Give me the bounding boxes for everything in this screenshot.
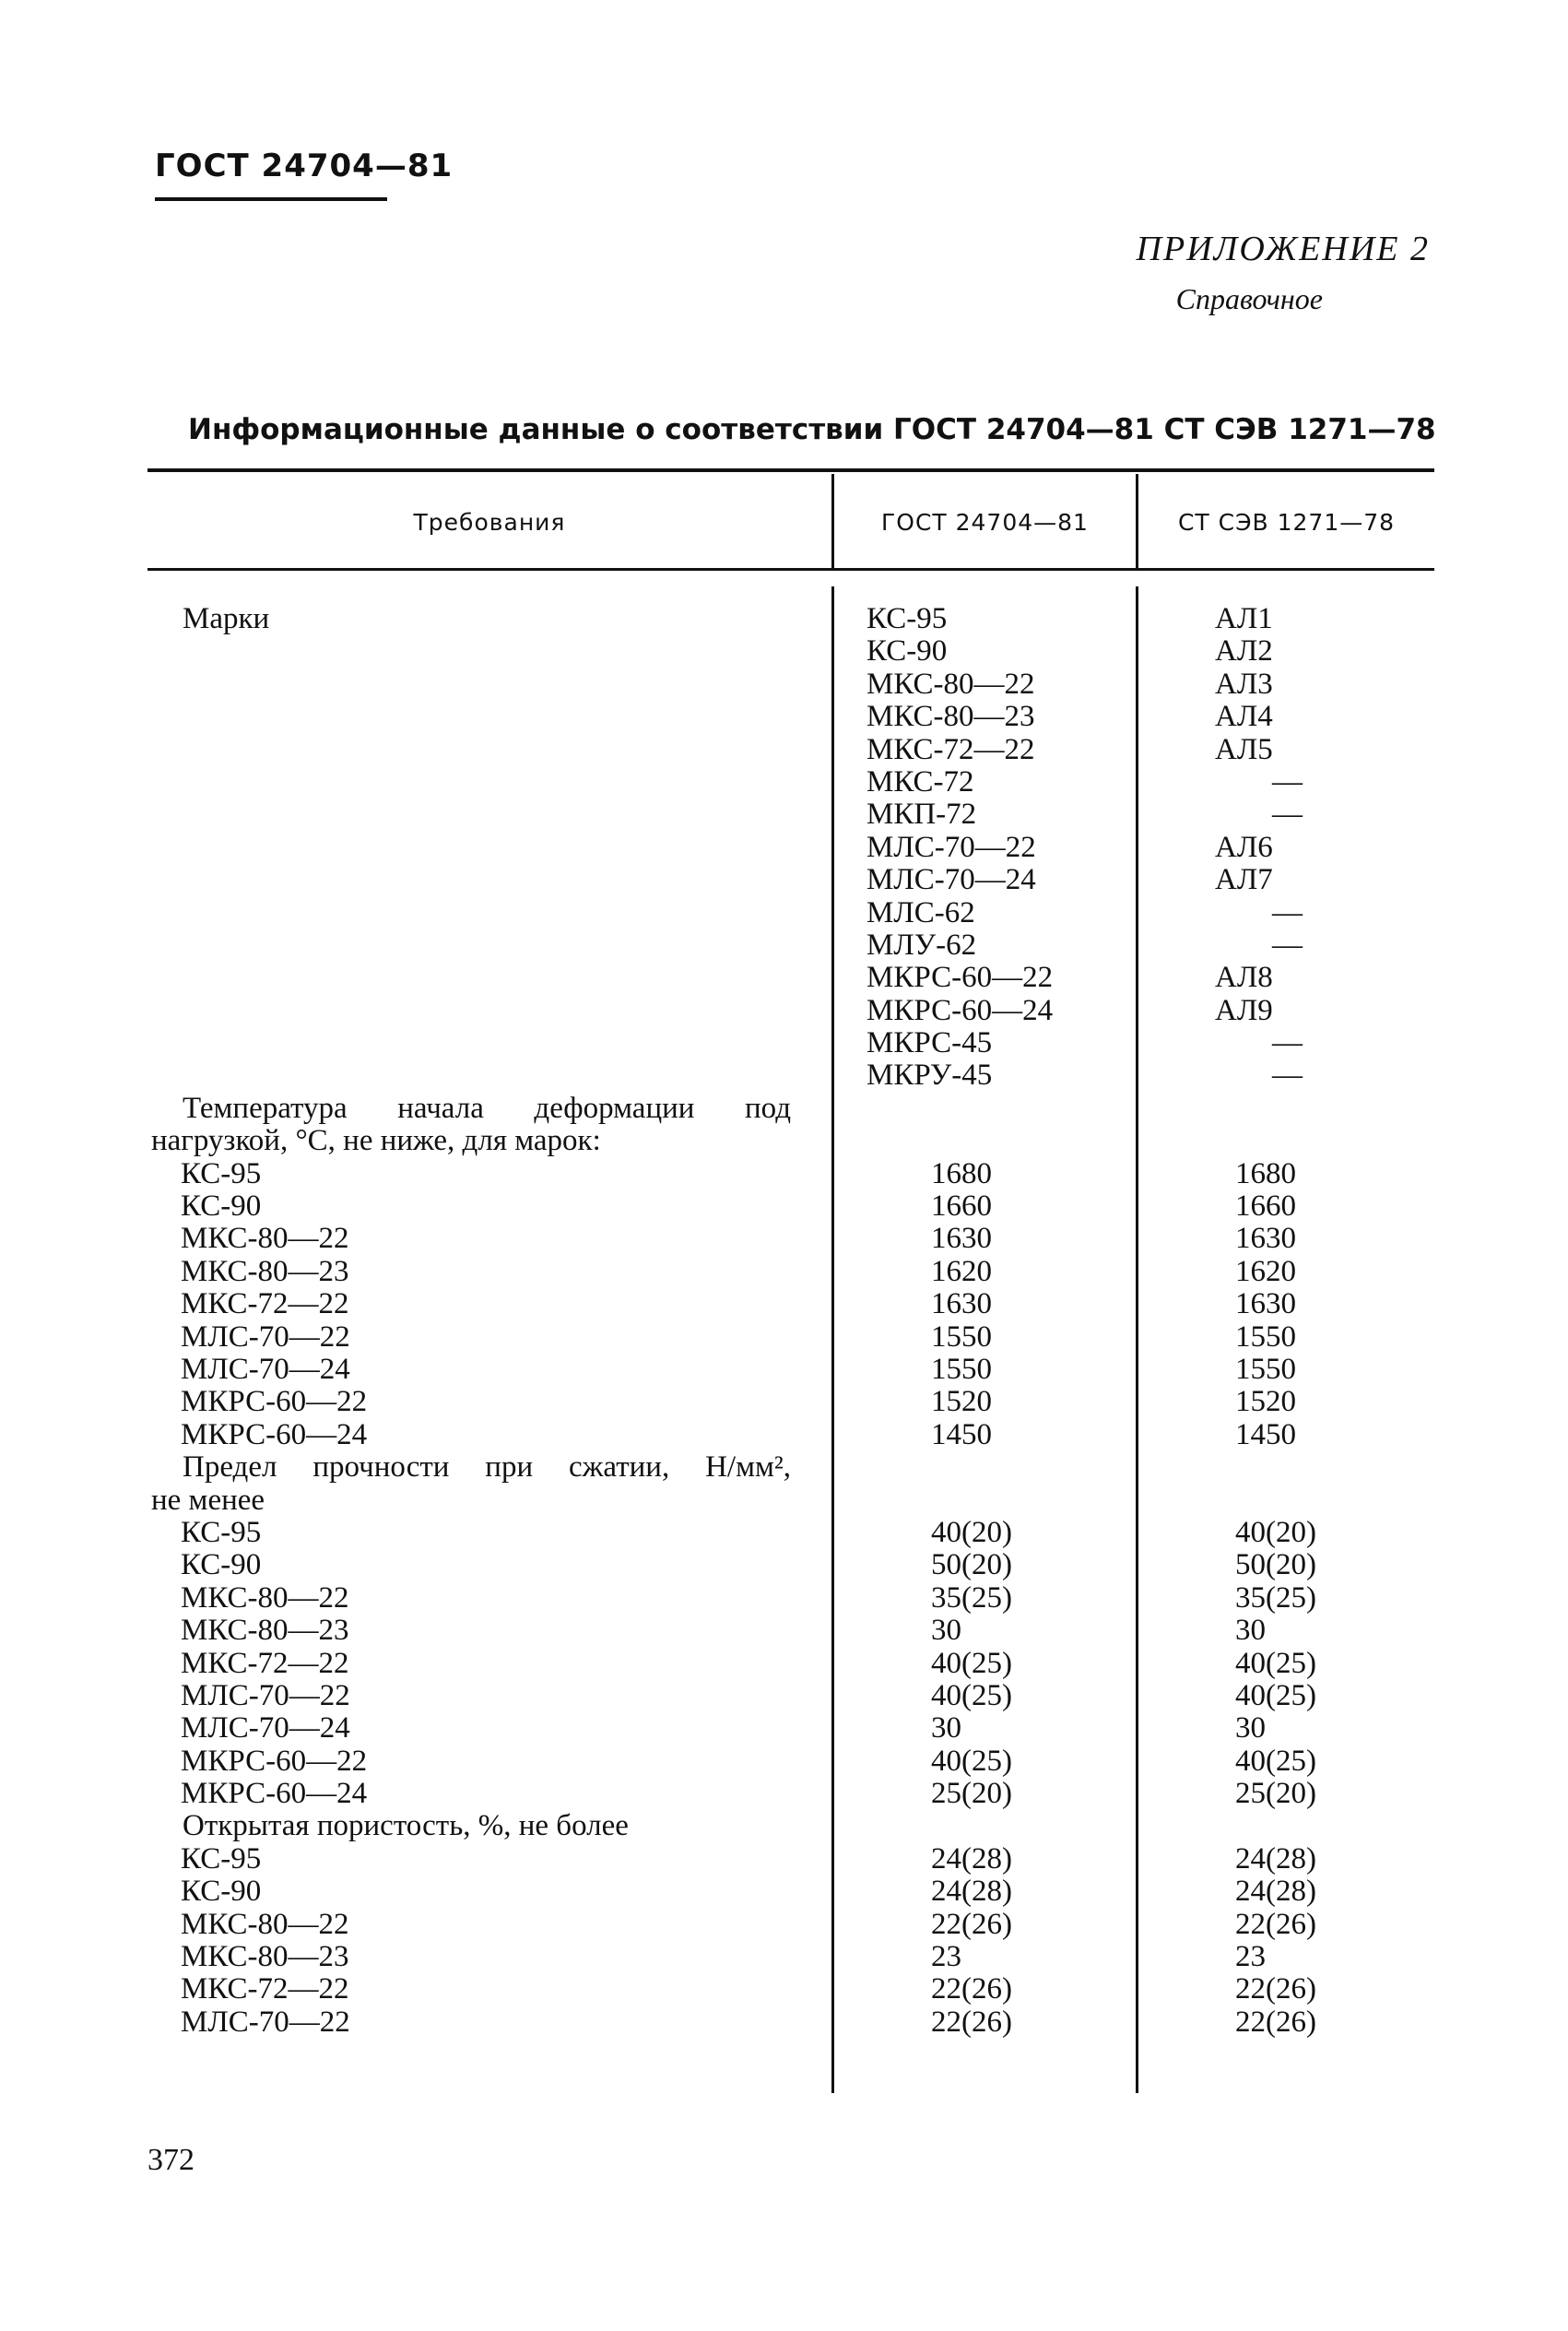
- st-sev-cell: АЛ9: [1215, 993, 1273, 1027]
- requirement-cell: МКС-80—23: [181, 1940, 349, 1974]
- table-row: [0, 1354, 1568, 1386]
- table-row: [0, 701, 1568, 733]
- requirement-cell: МКС-72—22: [181, 1646, 349, 1680]
- column-header-st-sev: СТ СЭВ 1271—78: [1177, 509, 1396, 536]
- requirement-cell: КС-90: [181, 1875, 262, 1909]
- st-sev-cell: 30: [1235, 1711, 1266, 1745]
- gost-cell: 1450: [931, 1417, 992, 1451]
- st-sev-cell: 1550: [1235, 1352, 1296, 1386]
- gost-cell: МКРУ-45: [867, 1059, 993, 1093]
- table-row: [0, 1125, 1568, 1157]
- gost-cell: МКРС-45: [867, 1026, 993, 1060]
- requirement-cell: МКС-80—23: [181, 1254, 349, 1288]
- st-sev-cell: 22(26): [1235, 2005, 1316, 2039]
- appendix-title: ПРИЛОЖЕНИЕ 2: [1136, 230, 1430, 268]
- gost-cell: МЛС-70—24: [867, 863, 1036, 897]
- st-sev-cell: 1680: [1235, 1156, 1296, 1190]
- st-sev-cell: 40(25): [1235, 1744, 1316, 1778]
- gost-cell: 1620: [931, 1254, 992, 1288]
- st-sev-cell: АЛ6: [1215, 830, 1273, 864]
- table-row: [0, 734, 1568, 766]
- table-row: [0, 1223, 1568, 1255]
- requirement-cell: КС-95: [181, 1841, 262, 1875]
- st-sev-cell: 35(25): [1235, 1580, 1316, 1615]
- gost-cell: МКП-72: [867, 798, 977, 832]
- st-sev-cell: 1660: [1235, 1189, 1296, 1224]
- column-header-gost: ГОСТ 24704—81: [881, 509, 1089, 536]
- st-sev-cell: АЛ2: [1215, 634, 1273, 669]
- requirement-cell: нагрузкой, °С, не ниже, для марок:: [151, 1124, 601, 1158]
- gost-cell: 1660: [931, 1189, 992, 1224]
- requirement-cell: МЛС-70—22: [181, 1678, 350, 1712]
- table-row: [0, 799, 1568, 831]
- gost-cell: 1680: [931, 1156, 992, 1190]
- gost-cell: 40(25): [931, 1744, 1012, 1778]
- gost-cell: МЛС-70—22: [867, 830, 1036, 864]
- gost-cell: 24(28): [931, 1841, 1012, 1875]
- requirement-cell: КС-95: [181, 1515, 262, 1549]
- requirement-cell: МКС-80—23: [181, 1614, 349, 1648]
- column-header-requirements: Требования: [413, 509, 566, 536]
- st-sev-cell: 40(25): [1235, 1646, 1316, 1680]
- gost-cell: 1550: [931, 1352, 992, 1386]
- gost-cell: МКРС-60—22: [867, 961, 1054, 995]
- gost-cell: 40(25): [931, 1678, 1012, 1712]
- table-row: [0, 1517, 1568, 1549]
- st-sev-cell: АЛ3: [1215, 667, 1273, 701]
- st-sev-cell: —: [1272, 1059, 1303, 1093]
- table-row: [0, 1485, 1568, 1517]
- table-body: [0, 603, 1568, 2039]
- table-row: [0, 1451, 1568, 1484]
- table-row: [0, 766, 1568, 799]
- st-sev-cell: 22(26): [1235, 1907, 1316, 1941]
- table-row: [0, 1648, 1568, 1680]
- requirement-cell: КС-90: [181, 1548, 262, 1582]
- requirement-cell: Открытая пористость, %, не более: [183, 1809, 629, 1843]
- requirement-cell: КС-95: [181, 1156, 262, 1190]
- table-row: [0, 1941, 1568, 1973]
- requirement-cell: МКРС-60—22: [181, 1744, 368, 1778]
- table-row: [0, 1973, 1568, 2006]
- table-row: [0, 635, 1568, 668]
- table-row: [0, 1549, 1568, 1581]
- appendix-subtitle: Справочное: [1175, 282, 1323, 315]
- table-row: [0, 1288, 1568, 1320]
- table-header-rule: [147, 568, 1434, 571]
- table-row: [0, 1843, 1568, 1875]
- gost-cell: 40(25): [931, 1646, 1012, 1680]
- gost-cell: 23: [931, 1940, 961, 1974]
- table-row: [0, 1059, 1568, 1092]
- gost-cell: КС-90: [867, 634, 948, 669]
- table-row: [0, 1256, 1568, 1288]
- gost-cell: МЛУ-62: [867, 928, 977, 962]
- st-sev-cell: 30: [1235, 1614, 1266, 1648]
- gost-cell: МКРС-60—24: [867, 993, 1054, 1027]
- gost-cell: 35(25): [931, 1580, 1012, 1615]
- st-sev-cell: АЛ5: [1215, 732, 1273, 766]
- st-sev-cell: 22(26): [1235, 1972, 1316, 2006]
- gost-cell: 50(20): [931, 1548, 1012, 1582]
- requirement-cell: МКРС-60—24: [181, 1417, 368, 1451]
- gost-cell: 22(26): [931, 2005, 1012, 2039]
- gost-cell: 1550: [931, 1319, 992, 1354]
- requirement-cell: МЛС-70—24: [181, 1711, 350, 1745]
- table-row: [0, 1027, 1568, 1059]
- st-sev-cell: 40(25): [1235, 1678, 1316, 1712]
- gost-cell: КС-95: [867, 602, 948, 635]
- table-title: Информационные данные о соответствии ГОСТ 24704—81 СТ СЭВ 1271—78: [188, 413, 1436, 446]
- gost-cell: 30: [931, 1614, 961, 1648]
- st-sev-cell: —: [1272, 764, 1303, 799]
- table-row: [0, 603, 1568, 635]
- st-sev-cell: 50(20): [1235, 1548, 1316, 1582]
- gost-cell: 40(20): [931, 1515, 1012, 1549]
- table-row: [0, 864, 1568, 896]
- table-row: [0, 1582, 1568, 1615]
- page-number: 372: [147, 2143, 195, 2177]
- table-row: [0, 1158, 1568, 1190]
- requirement-cell: МЛС-70—24: [181, 1352, 350, 1386]
- st-sev-cell: 1550: [1235, 1319, 1296, 1354]
- st-sev-cell: 1630: [1235, 1222, 1296, 1256]
- st-sev-cell: 1450: [1235, 1417, 1296, 1451]
- st-sev-cell: 1520: [1235, 1385, 1296, 1419]
- table-row: [0, 669, 1568, 701]
- requirement-cell: МКС-80—22: [181, 1222, 349, 1256]
- gost-cell: 22(26): [931, 1907, 1012, 1941]
- st-sev-cell: —: [1272, 895, 1303, 929]
- requirement-cell: МКРС-60—24: [181, 1777, 368, 1811]
- gost-cell: 22(26): [931, 1972, 1012, 2006]
- gost-cell: МКС-80—23: [867, 700, 1035, 734]
- gost-cell: МКС-72: [867, 764, 974, 799]
- gost-cell: 24(28): [931, 1875, 1012, 1909]
- table-row: [0, 832, 1568, 864]
- table-row: [0, 1093, 1568, 1125]
- requirement-cell: МЛС-70—22: [181, 2005, 350, 2039]
- requirement-cell: МКС-72—22: [181, 1972, 349, 2006]
- requirement-cell: Предел прочности при сжатии, Н/мм²,: [183, 1450, 791, 1485]
- st-sev-cell: 25(20): [1235, 1777, 1316, 1811]
- table-row: [0, 2006, 1568, 2039]
- st-sev-cell: —: [1272, 928, 1303, 962]
- st-sev-cell: 24(28): [1235, 1841, 1316, 1875]
- table-row: [0, 995, 1568, 1027]
- requirement-cell: МЛС-70—22: [181, 1319, 350, 1354]
- gost-cell: 1520: [931, 1385, 992, 1419]
- table-row: [0, 962, 1568, 994]
- gost-cell: МКС-80—22: [867, 667, 1035, 701]
- st-sev-cell: 24(28): [1235, 1875, 1316, 1909]
- table-row: [0, 1321, 1568, 1354]
- requirement-cell: не менее: [151, 1483, 265, 1517]
- table-row: [0, 1712, 1568, 1745]
- st-sev-cell: 23: [1235, 1940, 1266, 1974]
- table-row: [0, 1419, 1568, 1451]
- table-row: [0, 1190, 1568, 1223]
- table-row: [0, 1778, 1568, 1810]
- st-sev-cell: АЛ8: [1215, 961, 1273, 995]
- requirement-cell: МКС-80—22: [181, 1907, 349, 1941]
- st-sev-cell: 1620: [1235, 1254, 1296, 1288]
- table-row: [0, 1875, 1568, 1908]
- requirement-cell: МКС-72—22: [181, 1287, 349, 1321]
- table-row: [0, 897, 1568, 929]
- table-row: [0, 1386, 1568, 1418]
- gost-cell: 1630: [931, 1222, 992, 1256]
- gost-cell: 25(20): [931, 1777, 1012, 1811]
- document-code: ГОСТ 24704—81: [155, 148, 454, 184]
- st-sev-cell: АЛ1: [1215, 602, 1273, 635]
- gost-cell: 1630: [931, 1287, 992, 1321]
- st-sev-cell: —: [1272, 798, 1303, 832]
- table-row: [0, 1615, 1568, 1647]
- gost-cell: 30: [931, 1711, 961, 1745]
- table-row: [0, 1680, 1568, 1712]
- appendix-heading: [1137, 229, 1430, 316]
- requirement-cell: КС-90: [181, 1189, 262, 1224]
- st-sev-cell: АЛ7: [1215, 863, 1273, 897]
- requirement-cell: МКС-80—22: [181, 1580, 349, 1615]
- table-row: [0, 1745, 1568, 1778]
- st-sev-cell: 40(20): [1235, 1515, 1316, 1549]
- table-row: [0, 1810, 1568, 1842]
- requirement-cell: Марки: [183, 602, 270, 635]
- gost-cell: МКС-72—22: [867, 732, 1035, 766]
- document-code-underline: [155, 197, 387, 201]
- table-row: [0, 929, 1568, 962]
- gost-cell: МЛС-62: [867, 895, 975, 929]
- table-top-rule: [147, 468, 1434, 472]
- st-sev-cell: 1630: [1235, 1287, 1296, 1321]
- requirement-cell: Температура начала деформации под: [183, 1091, 791, 1125]
- requirement-cell: МКРС-60—22: [181, 1385, 368, 1419]
- table-row: [0, 1909, 1568, 1941]
- st-sev-cell: —: [1272, 1026, 1303, 1060]
- st-sev-cell: АЛ4: [1215, 700, 1273, 734]
